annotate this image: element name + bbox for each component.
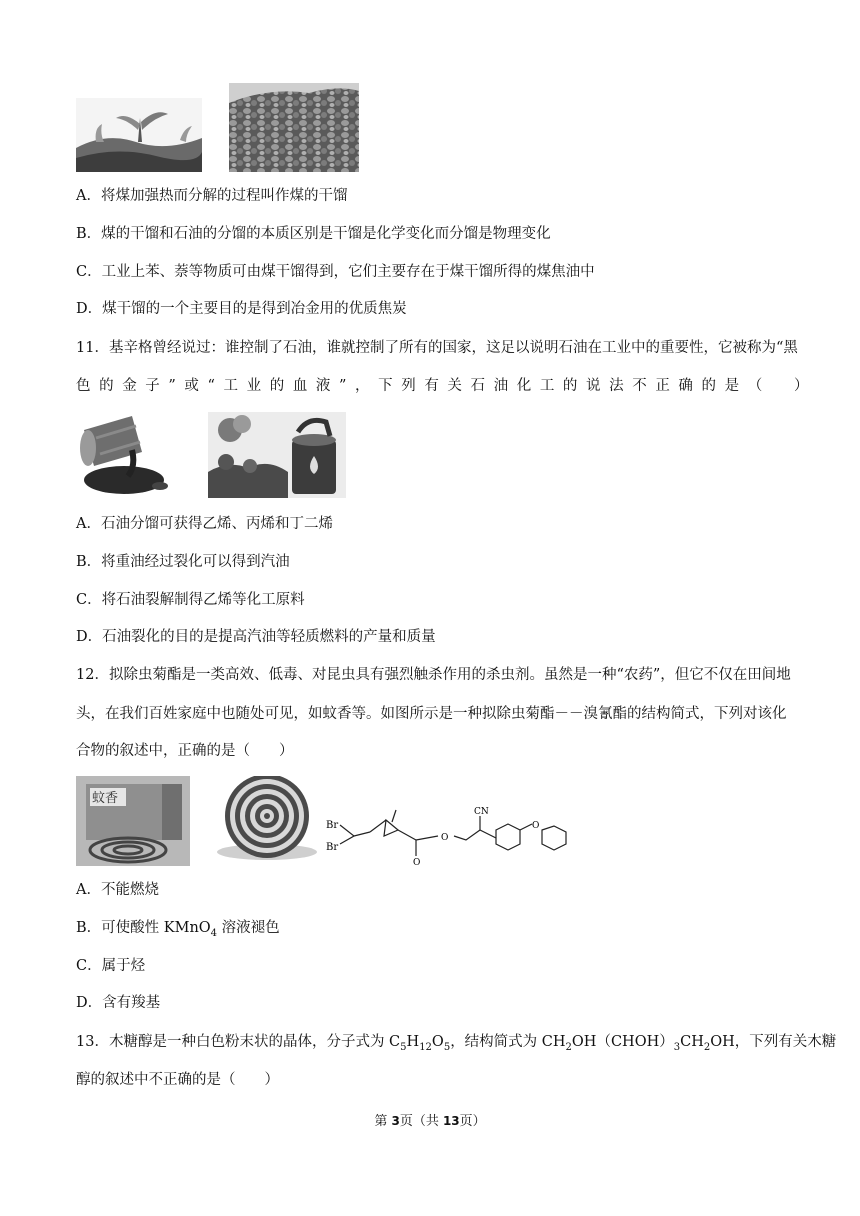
mosquito-coil-photo [211,776,321,862]
q12-stem-line1: 12．拟除虫菊酯是一类高效、低毒、对昆虫具有强烈触杀作用的杀虫剂。虽然是一种“农药”，但它不仅在田间地 [76,667,791,683]
q10-option-a: A．将煤加强热而分解的过程叫作煤的干馏 [76,188,348,204]
q11-stem-line2: 色的金子”或“工业的血液”，下列有关石油化工的说法不正确的是（ [76,378,771,394]
mosquito-coil-box-photo [76,776,190,866]
deltamethrin-structure [320,800,580,866]
q12-option-c: C．属于烃 [76,958,146,974]
cn-label: CN [474,807,489,817]
q11-option-a: A．石油分馏可获得乙烯、丙烯和丁二烯 [76,516,333,532]
oil-barrel-spill-photo [76,410,172,498]
coal-plant-photo [76,98,202,172]
q11-option-b: B．将重油经过裂化可以得到汽油 [76,554,290,570]
q13-stem-line1: 13．木糖醇是一种白色粉末状的晶体，分子式为 $C_5H_{12}O_5$，结构简式为 $CH_2OH(CHOH)_3CH_2OH$，下列有关木糖 [76,1034,837,1053]
br-label-1: Br [326,820,339,831]
q12-option-d: D．含有羧基 [76,995,161,1011]
coal-pile-photo [229,83,359,172]
oil-pollution-photo [208,412,346,498]
q10-option-b: B．煤的干馏和石油的分馏的本质区别是干馏是化学变化而分馏是物理变化 [76,226,551,242]
q11-option-c: C．将石油裂解制得乙烯等化工原料 [76,592,305,608]
br-label-2: Br [326,842,339,853]
o-label-carbonyl: O [413,858,421,866]
o-label-ester: O [441,833,449,843]
q12-option-b: B．可使酸性 KMnO$_4$ 溶液褪色 [76,920,280,939]
coil-box-brand-text: 蚊香 [92,791,119,806]
q10-option-d: D．煤干馏的一个主要目的是得到冶金用的优质焦炭 [76,301,407,317]
q11-stem-line1: 11．基辛格曾经说过：谁控制了石油，谁就控制了所有的国家，这足以说明石油在工业中的重要性，它被称为“黑 [76,340,798,356]
q11-option-d: D．石油裂化的目的是提高汽油等轻质燃料的产量和质量 [76,629,436,645]
q13-stem-line2: 醇的叙述中不正确的是（ ） [76,1072,279,1088]
page-footer: 第 3页（共 13页） [374,1114,486,1129]
q12-option-a: A．不能燃烧 [76,882,159,898]
q12-stem-line3: 合物的叙述中，正确的是（ ） [76,743,294,759]
q11-close-paren: ） [794,378,809,394]
o-label-ether: O [532,821,540,831]
q12-stem-line2: 头，在我们百姓家庭中也随处可见，如蚊香等。如图所示是一种拟除虫菊酯－－溴氰酯的结构简式，下列对该化 [76,706,787,722]
q10-option-c: C．工业上苯、萘等物质可由煤干馏得到，它们主要存在于煤干馏所得的煤焦油中 [76,264,595,280]
